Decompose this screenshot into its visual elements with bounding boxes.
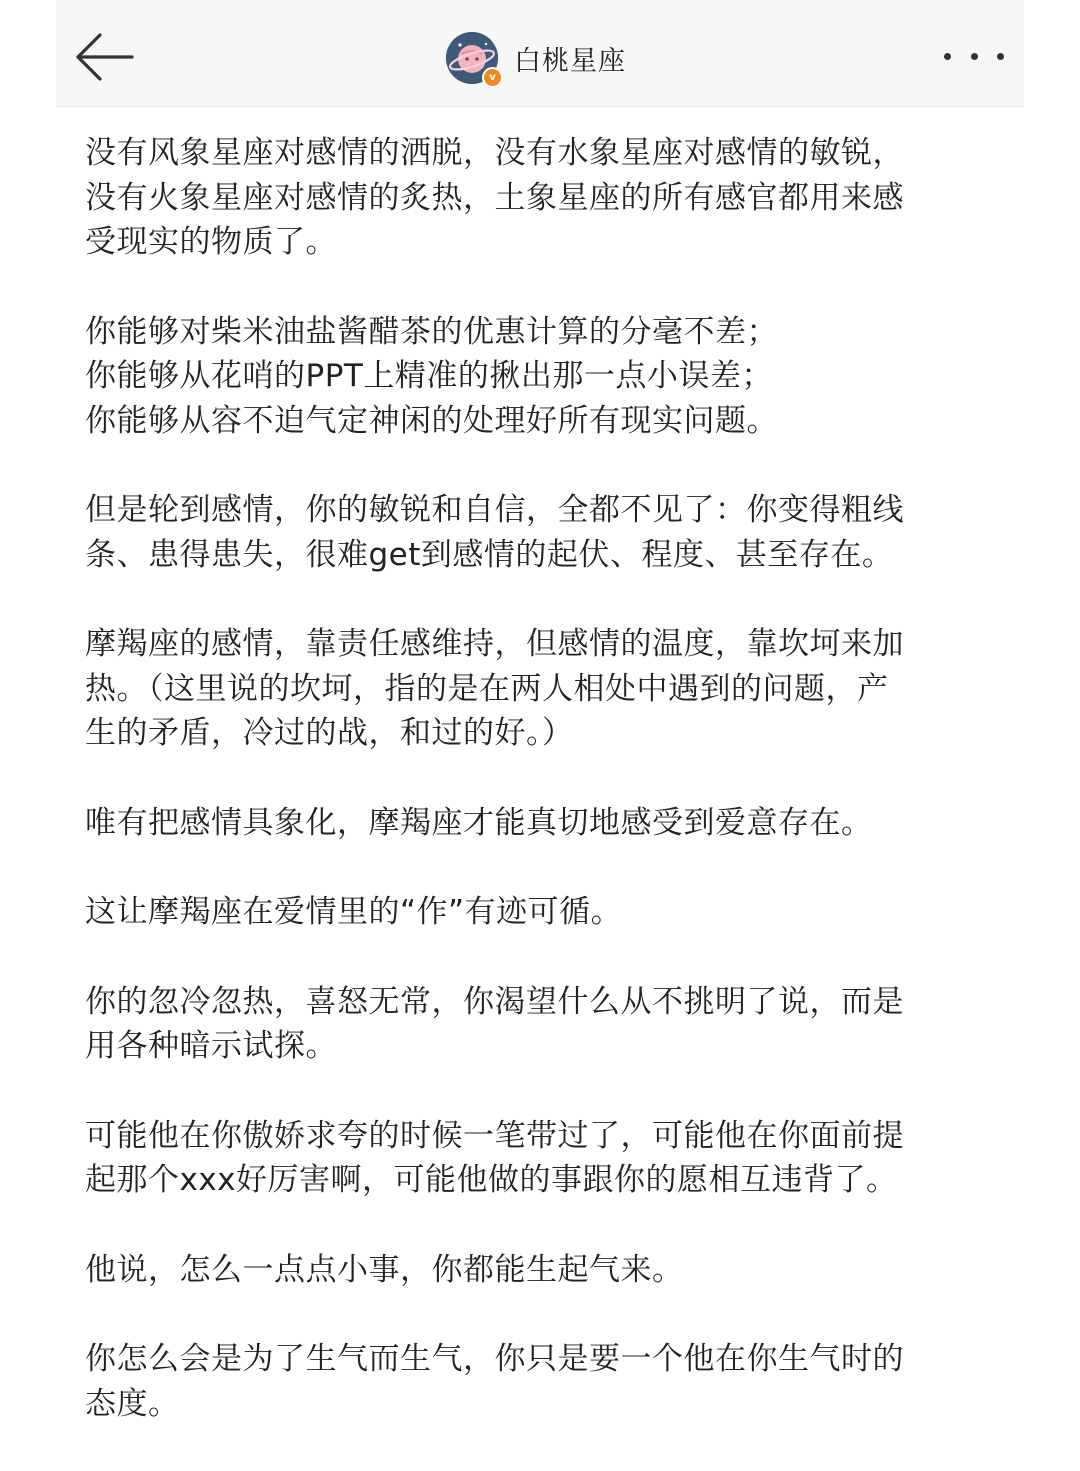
article-paragraph: 唯有把感情具象化，摩羯座才能真切地感受到爱意存在。 <box>85 804 873 841</box>
more-dots-icon <box>971 53 978 60</box>
more-dots-icon <box>997 53 1004 60</box>
article-body <box>85 131 985 1471</box>
app-screen <box>56 0 1024 1439</box>
arrow-left-icon <box>70 24 138 90</box>
article-paragraph: 你能够对柴米油盐酱醋茶的优惠计算的分毫不差； 你能够从花哨的PPT上精准的揪出那一点小误差； 你能够从容不迫气定神闲的处理好所有现实问题。 <box>85 313 778 439</box>
more-dots-icon <box>944 53 951 60</box>
back-button[interactable] <box>70 24 138 90</box>
avatar[interactable] <box>446 32 498 84</box>
article-paragraph: 没有风象星座对感情的洒脱，没有水象星座对感情的敏锐， 没有火象星座对感情的炙热，土象星座的所有感官都用来感 受现实的物质了。 <box>85 135 904 260</box>
more-options-button[interactable] <box>944 38 1004 74</box>
article-paragraph: 可能他在你傲娇求夸的时候一笔带过了，可能他在你面前提 起那个xxx好厉害啊，可能他做的事跟你的愿相互违背了。 <box>85 1117 904 1198</box>
article-paragraph: 但是轮到感情，你的敏锐和自信，全都不见了：你变得粗线 条、患得患失，很难get到感情的起伏、程度、甚至存在。 <box>85 492 904 573</box>
article-paragraph: 你怎么会是为了生气而生气，你只是要一个他在你生气时的 态度。 <box>85 1341 904 1422</box>
account-name[interactable]: 白桃星座 <box>514 45 626 77</box>
top-navigation-bar <box>56 0 1024 107</box>
article-paragraph: 他说，怎么一点点小事，你都能生起气来。 <box>85 1251 684 1288</box>
article-paragraph: 摩羯座的感情，靠责任感维持，但感情的温度，靠坎坷来加 热。（这里说的坎坷，指的是在两人相处中遇到的问题，产 生的矛盾，冷过的战，和过的好。） <box>85 626 904 751</box>
article-paragraph: 这让摩羯座在爱情里的“作”有迹可循。 <box>85 894 623 930</box>
account-header[interactable] <box>446 30 626 86</box>
article-paragraph: 你的忽冷忽热，喜怒无常，你渴望什么从不挑明了说，而是 用各种暗示试探。 <box>85 983 904 1064</box>
verified-badge: v <box>482 67 503 88</box>
